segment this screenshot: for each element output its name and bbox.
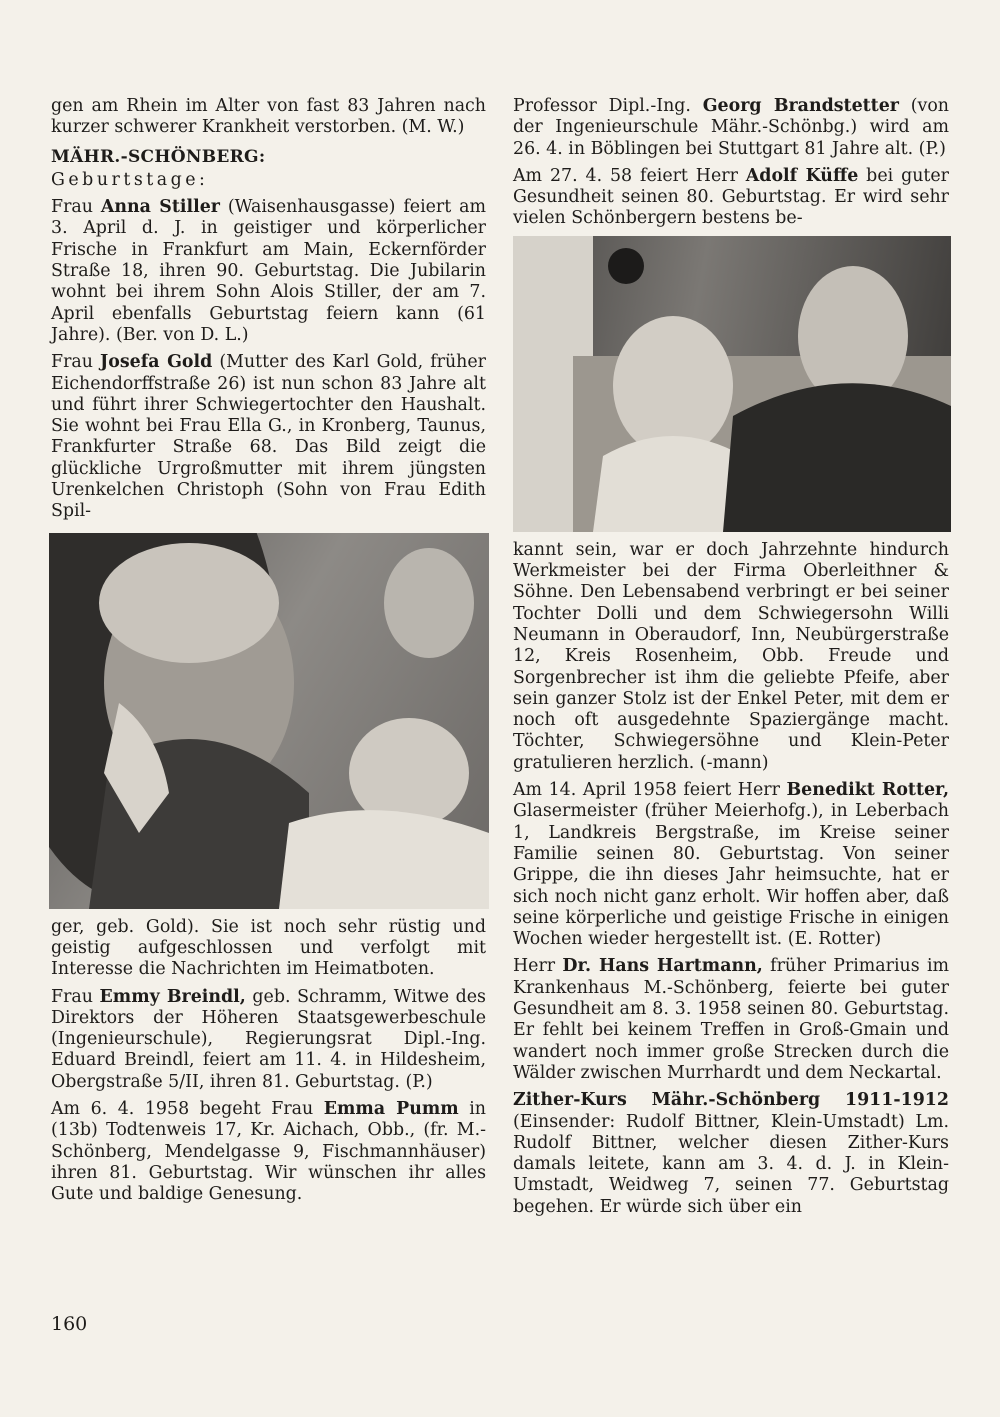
photo-grandmother-with-baby — [49, 533, 489, 909]
person-name: Josefa Gold — [100, 352, 213, 373]
right-column — [513, 96, 949, 1224]
paragraph-hans-hartmann: Herr Dr. Hans Hartmann, früher Primarius im Krankenhaus M.-Schönberg, feierte bei guter Gesundheit am 8. 3. 1958 seinen 80. Geburtstag. Er fehlt bei keinem Treffen in Groß-Gmain und wandert noch immer große Strecken durch die Wälder zwischen Murrhardt und dem Neckartal. — [513, 956, 949, 1083]
paragraph-benedikt-rotter: Am 14. April 1958 feiert Herr Benedikt Rotter, Glasermeister (früher Meierhofg.), in Leberbach 1, Landkreis Bergstraße, im Kreise seiner Familie seinen 80. Geburtstag. Von seiner Grippe, die ihn dieses Jahr heimsuchte, hat er sich noch nicht ganz erholt. Wir hoffen aber, daß seine körperliche und geistige Frische in einigen Wochen wieder hergestellt ist. (E. Rotter) — [513, 780, 949, 950]
person-name: Emma Pumm — [323, 1099, 459, 1120]
paragraph: ger, geb. Gold). Sie ist noch sehr rüstig und geistig aufgeschlossen und verfolgt mit Interesse die Nachrichten im Heimatboten. — [51, 916, 486, 980]
left-column — [51, 96, 486, 1212]
person-name: Adolf Küffe — [745, 165, 859, 186]
person-name: Benedikt Rotter, — [786, 780, 949, 801]
paragraph-georg-brandstetter: Professor Dipl.-Ing. Georg Brandstetter (von der Ingenieurschule Mähr.-Schönbg.) wird am 26. 4. in Böblingen bei Stuttgart 81 Jahre alt. (P.) — [513, 96, 949, 159]
article-title: Zither-Kurs Mähr.-Schönberg 1911-1912 — [513, 1090, 949, 1111]
paragraph: gen am Rhein im Alter von fast 83 Jahren nach kurzer schwerer Krankheit verstorben. (M. W.) — [51, 96, 486, 138]
paragraph-adolf-kueffe: Am 27. 4. 58 feiert Herr Adolf Küffe bei guter Gesundheit seinen 80. Geburtstag. Er wird sehr vielen Schönbergern bestens be- — [513, 165, 949, 229]
paragraph-emma-pumm: Am 6. 4. 1958 begeht Frau Emma Pumm in (13b) Todtenweis 17, Kr. Aichach, Obb., (fr. M.-Schönberg, Mendelgasse 9, Fischmannhäuser) ihren 81. Geburtstag. Wir wünschen ihr alles Gute und baldige Genesung. — [51, 1099, 486, 1205]
section-heading: MÄHR.-SCHÖNBERG: — [51, 146, 266, 167]
subheading: Geburtstage: — [51, 169, 209, 190]
person-name: Georg Brandstetter — [702, 96, 899, 116]
page-number: 160 — [51, 1313, 88, 1335]
paragraph-josefa-gold: Frau Josefa Gold (Mutter des Karl Gold, früher Eichendorffstraße 26) ist nun schon 83 Jahre alt und führt ihrer Schwiegertochter den Haushalt. Sie wohnt bei Frau Ella G., in Kronberg, Taunus, Frankfurter Straße 68. Das Bild zeigt die glückliche Urgroßmutter mit ihrem jüngsten Urenkelchen Christoph (Sohn von Frau Edith Spil- — [51, 352, 486, 522]
paragraph-emmy-breindl: Frau Emmy Breindl, geb. Schramm, Witwe des Direktors der Höheren Staatsgewerbeschule (Ingenieurschule), Regierungsrat Dipl.-Ing. Eduard Breindl, feiert am 11. 4. in Hildesheim, Obergstraße 5/II, ihren 81. Geburtstag. (P.) — [51, 986, 486, 1092]
person-name: Anna Stiller — [100, 197, 220, 218]
person-name: Emmy Breindl, — [99, 986, 246, 1007]
paragraph: kannt sein, war er doch Jahrzehnte hindurch Werkmeister bei der Firma Oberleithner & Söhne. Den Lebensabend verbringt er bei seiner Tochter Dolli und dem Schwiegersohn Willi Neumann in Oberaudorf, Inn, Neubürgerstraße 12, Kreis Rosenheim, Obb. Freude und Sorgenbrecher ist ihm die geliebte Pfeife, aber sein ganzer Stolz ist der Enkel Peter, mit dem er noch oft ausgedehnte Spaziergänge macht. Töchter, Schwiegersöhne und Klein-Peter gratulieren herzlich. (-mann) — [513, 539, 949, 773]
photo-grandfather-with-grandson — [513, 236, 951, 532]
paragraph-zither-kurs: Zither-Kurs Mähr.-Schönberg 1911-1912 (Einsender: Rudolf Bittner, Klein-Umstadt) Lm. Rudolf Bittner, welcher diesen Zither-Kurs damals leitete, kann am 3. 4. d. J. in Klein-Umstadt, Weidweg 7, seinen 77. Geburtstag begehen. Er würde sich über ein — [513, 1090, 949, 1217]
paragraph-anna-stiller: Frau Anna Stiller (Waisenhausgasse) feiert am 3. April d. J. in geistiger und körperlicher Frische in Frankfurt am Main, Eckernförder Straße 18, ihren 90. Geburtstag. Die Jubilarin wohnt bei ihrem Sohn Alois Stiller, der am 7. April ebenfalls Geburtstag feiern kann (61 Jahre). (Ber. von D. L.) — [51, 197, 486, 345]
person-name: Dr. Hans Hartmann, — [562, 956, 763, 977]
